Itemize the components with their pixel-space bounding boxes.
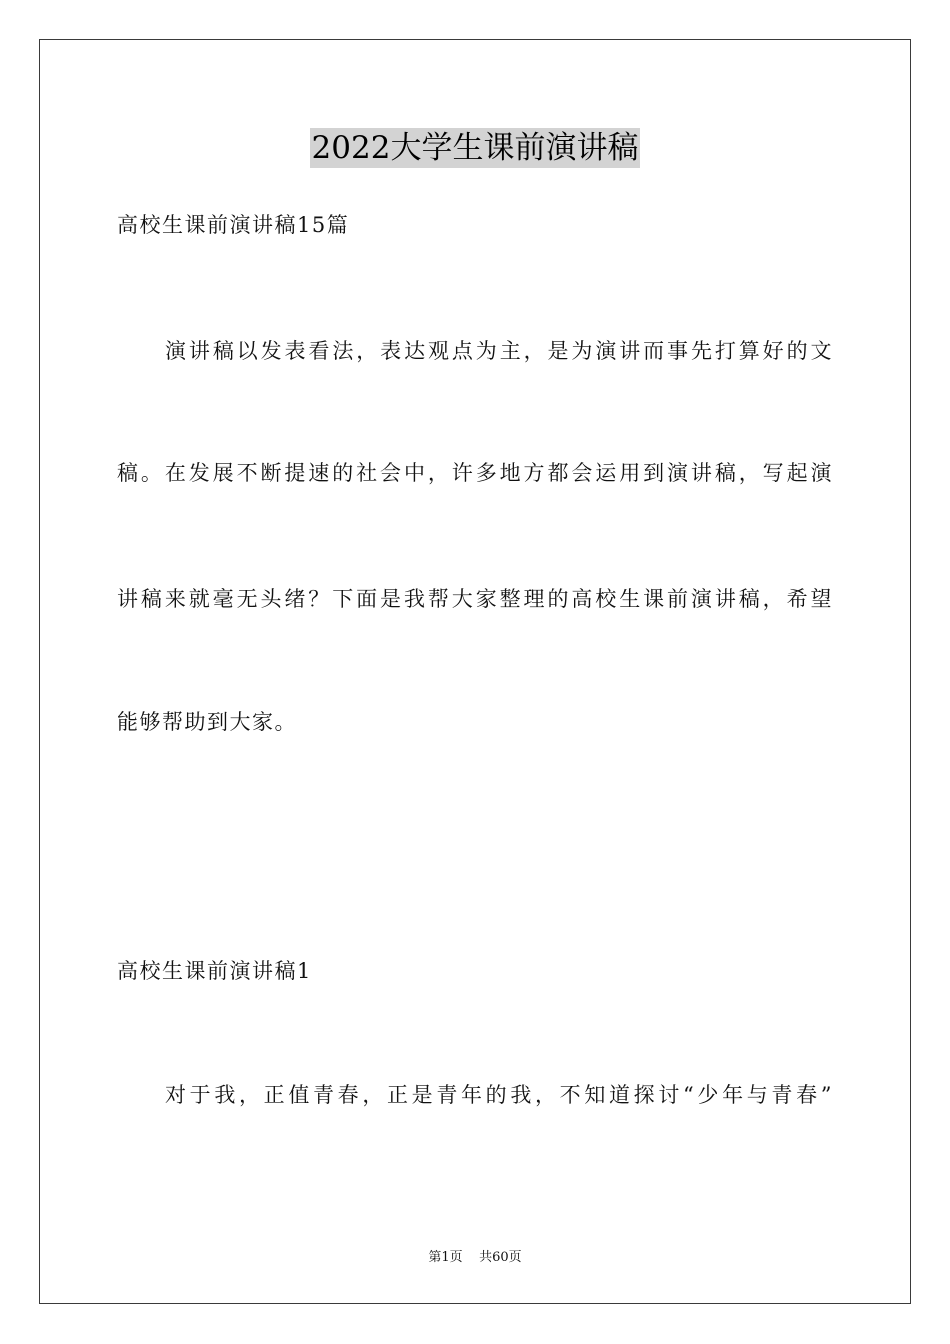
intro-line-3: 讲稿来就毫无头绪？下面是我帮大家整理的高校生课前演讲稿，希望 — [117, 587, 833, 611]
section-heading: 高校生课前演讲稿1 — [117, 959, 312, 983]
page-total: 共60页 — [479, 1250, 522, 1265]
page-footer — [0, 1246, 950, 1265]
page-number: 第1页 — [428, 1250, 463, 1265]
intro-line-1: 演讲稿以发表看法，表达观点为主，是为演讲而事先打算好的文 — [165, 339, 833, 363]
title-container — [0, 128, 950, 168]
section-line-1: 对于我，正值青春，正是青年的我，不知道探讨“少年与青春” — [165, 1083, 833, 1107]
intro-line-4: 能够帮助到大家。 — [117, 710, 297, 734]
document-title: 2022大学生课前演讲稿 — [311, 130, 639, 166]
document-subtitle: 高校生课前演讲稿15篇 — [117, 213, 350, 237]
intro-line-2: 稿。在发展不断提速的社会中，许多地方都会运用到演讲稿，写起演 — [117, 461, 833, 485]
